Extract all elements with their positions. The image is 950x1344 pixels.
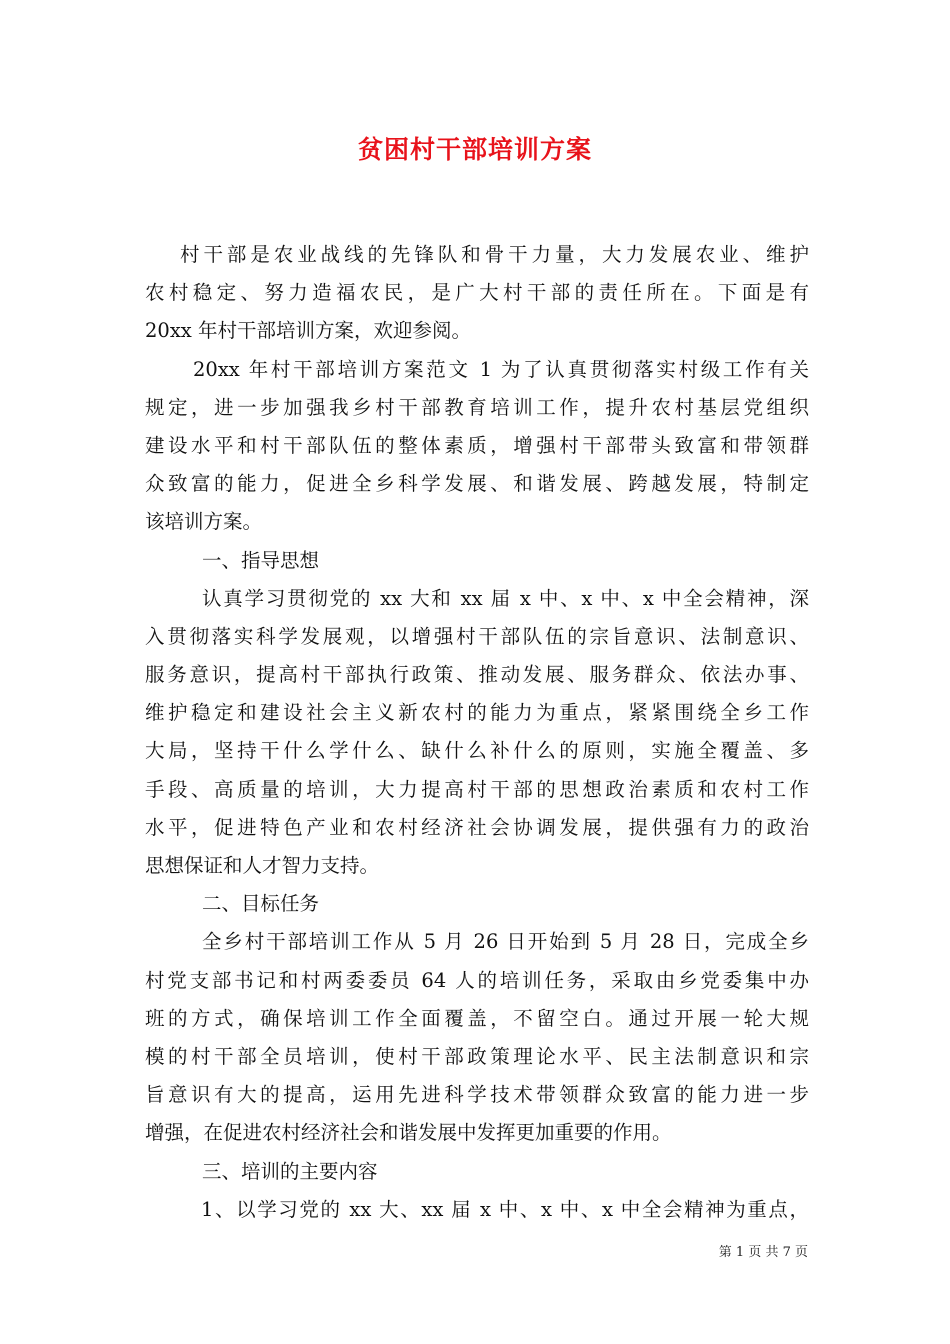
paragraph-line: 1、以学习党的 xx 大、xx 届 x 中、x 中、x 中全会精神为重点， (201, 1197, 809, 1221)
paragraph-line: 认真学习贯彻党的 xx 大和 xx 届 x 中、x 中、x 中全会精神，深 (202, 586, 809, 610)
section-heading: 二、目标任务 (202, 892, 320, 916)
paragraph-line: 众致富的能力，促进全乡科学发展、和谐发展、跨越发展，特制定 (145, 472, 809, 496)
paragraph-line: 村党支部书记和村两委委员 64 人的培训任务，采取由乡党委集中办 (145, 968, 809, 992)
paragraph-line: 规定，进一步加强我乡村干部教育培训工作，提升农村基层党组织 (145, 395, 809, 419)
paragraph-line: 该培训方案。 (145, 510, 263, 534)
paragraph-line: 建设水平和村干部队伍的整体素质，增强村干部带头致富和带领群 (145, 433, 809, 457)
paragraph-line: 农村稳定、努力造福农民，是广大村干部的责任所在。下面是有 (145, 281, 809, 305)
page-number-footer: 第 1 页 共 7 页 (718, 1245, 808, 1260)
paragraph-line: 维护稳定和建设社会主义新农村的能力为重点，紧紧围绕全乡工作 (145, 701, 809, 725)
paragraph-line: 班的方式，确保培训工作全面覆盖，不留空白。通过开展一轮大规 (145, 1006, 809, 1030)
paragraph-line: 水平，促进特色产业和农村经济社会协调发展，提供强有力的政治 (145, 815, 809, 839)
paragraph-line: 村干部是农业战线的先锋队和骨干力量，大力发展农业、维护 (180, 243, 809, 266)
section-heading: 三、培训的主要内容 (202, 1159, 378, 1183)
document-body (145, 236, 809, 1229)
paragraph-line: 服务意识，提高村干部执行政策、推动发展、服务群众、依法办事、 (145, 663, 809, 687)
paragraph-line: 增强，在促进农村经济社会和谐发展中发挥更加重要的作用。 (145, 1121, 672, 1145)
paragraph-line: 全乡村干部培训工作从 5 月 26 日开始到 5 月 28 日，完成全乡 (202, 930, 809, 954)
paragraph-line: 思想保证和人才智力支持。 (145, 854, 380, 877)
paragraph-line: 20xx 年村干部培训方案范文 1 为了认真贯彻落实村级工作有关 (193, 357, 809, 381)
document-title: 贫困村干部培训方案 (357, 135, 592, 164)
paragraph-line: 手段、高质量的培训，大力提高村干部的思想政治素质和农村工作 (145, 777, 809, 801)
paragraph-line: 大局，坚持干什么学什么、缺什么补什么的原则，实施全覆盖、多 (145, 739, 809, 763)
section-heading: 一、指导思想 (202, 548, 320, 572)
paragraph-line: 20xx 年村干部培训方案，欢迎参阅。 (145, 319, 472, 343)
paragraph-line: 旨意识有大的提高，运用先进科学技术带领群众致富的能力进一步 (145, 1083, 809, 1107)
paragraph-line: 入贯彻落实科学发展观，以增强村干部队伍的宗旨意识、法制意识、 (145, 624, 809, 648)
paragraph-line: 模的村干部全员培训，使村干部政策理论水平、民主法制意识和宗 (145, 1044, 809, 1068)
